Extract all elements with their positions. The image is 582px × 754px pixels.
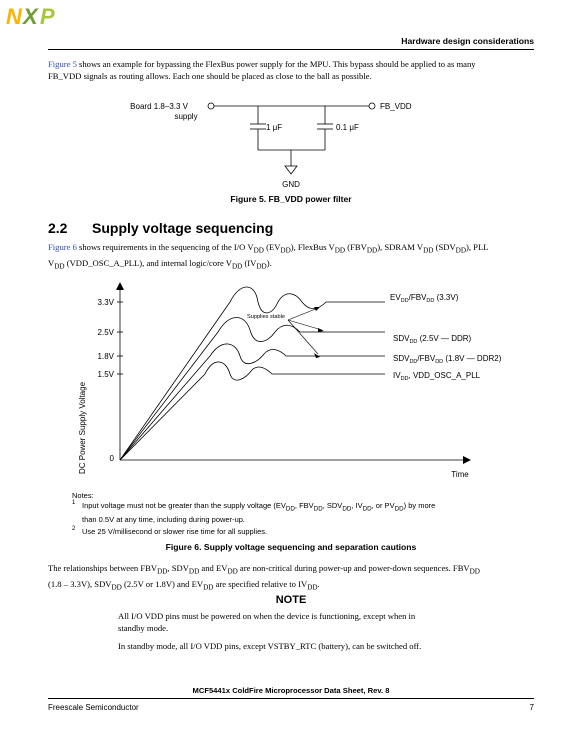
note1-e: , or PV [371,501,395,510]
note1-c: , SDV [322,501,343,510]
rel-sub: DD [203,583,214,592]
section-number: 2.2 [48,220,68,236]
si-sub: DD [423,246,434,255]
section-intro-paragraph [48,241,540,272]
page-number: 7 [529,703,534,712]
board-label: Board 1.8–3.3 V [130,102,188,111]
note-1 [72,501,435,525]
arrowhead-icon [314,353,320,358]
rel-e: (1.8 – 3.3V), SDV [48,578,112,589]
notes-label: Notes: [72,491,94,500]
series-label-sdvdd-ddr2: $SDV_{DD}/FBV_{DD}$ (1.8V — DDR2) [393,354,502,365]
note2-text: Use 25 V/millisecond or slower rise time for all supplies. [82,526,268,536]
si-l2b: (VDD_OSC_A_PLL), and internal logic/core V [64,257,232,268]
cap2-value: 0.1 μF [336,123,359,132]
tick-label-25: 2.5V [97,328,114,337]
si-sub: DD [455,246,467,255]
relationships-paragraph [48,562,542,593]
series-line-sdvdd-ddr2 [120,344,385,460]
rel-h: . [317,578,320,589]
note-p2: In standby mode, all I/O VDD pins, except VSTBY_RTC (battery), can be switched off. [118,641,422,651]
rel-c: and EV [199,563,228,573]
pointer-sdvdd-ddr [288,320,322,330]
output-label: FB_VDD [380,102,412,111]
intro-line1: shows an example for bypassing the FlexBus power supply for the MPU. This bypass should be applied to as many [76,59,476,69]
rel-b: , SDV [167,563,189,573]
footer-company: Freescale Semiconductor [48,703,139,712]
series-label-ivdd: $IV_{DD}$, VDD_OSC_A_PLL [393,371,481,382]
rel-g: are specified relative to IV [213,578,308,589]
figure5-caption: Figure 5. FB_VDD power filter [230,194,352,204]
si-sub: DD [54,262,65,271]
note1-line2: than 0.5V at any time, including during power-up. [82,514,246,524]
note-number: 2 [72,525,76,532]
rel-a: The relationships between FBV [48,563,158,573]
note-sub: DD [342,505,352,513]
input-terminal [208,103,214,109]
figure6-notes [72,491,435,537]
si-l1a: shows requirements in the sequencing of the I/O V [76,242,254,252]
rel-sub: DD [157,567,168,576]
pointer-sdvdd-ddr2 [288,320,318,354]
tick-label-0: 0 [109,454,114,463]
figure6-caption: Figure 6. Supply voltage sequencing and separation cautions [165,542,417,552]
supply-label: supply [174,112,198,121]
note-sub: DD [313,505,323,513]
footer-divider [48,698,534,699]
si-sub: DD [253,246,264,255]
tick-label-18: 1.8V [97,352,114,361]
si-sub: DD [280,246,291,255]
note-2 [72,527,435,537]
pointer-evdd [288,308,318,320]
x-axis-arrow-icon [463,456,471,464]
y-axis-label: DC Power Supply Voltage [78,381,87,475]
figure6-link[interactable]: Figure 6 [48,242,77,252]
rel-sub: DD [307,583,318,592]
note-p1-line1: All I/O VDD pins must be powered on when the device is functioning, except when in [118,611,416,621]
series-line-ivdd [120,362,385,460]
tick-label-33: 3.3V [97,298,114,307]
section-heading [48,220,273,236]
x-axis-label: Time [451,470,469,479]
cap1-value: 1 μF [266,123,283,132]
footer-title: MCF5441x ColdFire Microprocessor Data Sheet, Rev. 8 [192,686,390,695]
figure6-chart [0,270,582,485]
figure5-link[interactable]: Figure 5 [48,59,77,69]
rel-d: are non-critical during power-up and power-down sequences. FBV [237,563,470,573]
header-divider [48,49,534,50]
note1-a: Input voltage must not be greater than the supply voltage (EV [82,501,286,510]
arrowhead-icon [318,328,324,332]
series-label-evdd: $EV_{DD}/FBV_{DD}$ (3.3V) [390,293,459,304]
logo-letter-n: N [6,4,22,28]
y-axis-arrow-icon [116,282,124,290]
si-sub: DD [256,262,267,271]
rel-sub: DD [111,583,122,592]
output-terminal [369,103,375,109]
si-l1e: ), SDRAM V [377,242,424,252]
series-line-sdvdd-ddr [120,318,385,461]
si-l1g: ), PLL [466,242,489,252]
si-l1d: (FBV [345,242,367,252]
si-l2c: (IV [242,257,257,268]
note-sub: DD [285,505,295,513]
note1-b: , FBV [294,501,314,510]
figure5-schematic [0,92,582,192]
note1-d: , IV [351,501,363,510]
rel-sub: DD [469,567,480,576]
logo-letter-p: P [40,4,55,28]
note-p1-line2: standby mode. [118,623,169,633]
note1-f: ) by more [403,501,436,510]
gnd-label: GND [282,180,300,189]
si-l2d: ). [266,257,272,268]
series-line-evdd [120,287,385,460]
intro-paragraph [48,58,538,82]
header-section-title: Hardware design considerations [401,36,534,46]
tick-label-15: 1.5V [97,370,114,379]
si-l1b: (EV [263,242,281,252]
si-sub: DD [366,246,378,255]
note-body [118,610,478,652]
note-sub: DD [394,505,404,513]
ground-symbol-icon [285,166,297,174]
supplies-stable-label: Supplies stable [247,314,285,320]
rel-f: (2.5V or 1.8V) and EV [121,578,204,589]
logo-letter-x: X [23,4,38,28]
series-label-sdvdd-ddr: $SDV_{DD}$ (2.5V — DDR) [393,334,472,345]
note-sub: DD [362,505,372,513]
si-sub: DD [334,246,346,255]
intro-line2: FB_VDD signals as routing allows. Each one should be placed as close to the ball as possible. [48,71,372,81]
si-l1f: (SDV [433,242,456,252]
si-l1c: ), FlexBus V [290,242,335,252]
rel-sub: DD [227,567,238,576]
nxp-logo [6,4,66,28]
rel-sub: DD [188,567,200,576]
note-heading: NOTE [275,594,307,606]
note-number: 1 [72,500,76,506]
si-l2a: V [48,257,55,268]
section-title: Supply voltage sequencing [92,220,274,236]
si-sub: DD [231,262,243,271]
